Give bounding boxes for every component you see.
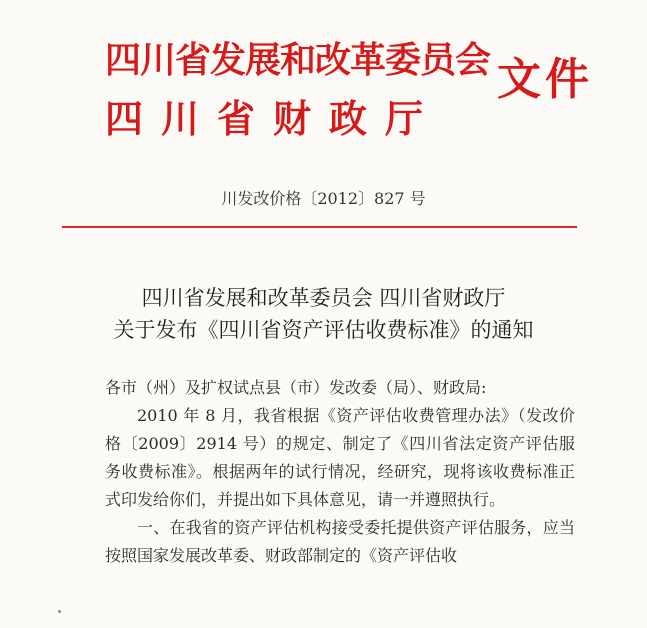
document-type-label: 文件 xyxy=(497,54,593,105)
document-number: 川发改价格〔2012〕827 号 xyxy=(221,189,426,208)
issuer-finance-department: 四川省财政厅 xyxy=(105,96,442,141)
scan-speck xyxy=(58,610,61,613)
title-line-1: 四川省发展和改革委员会 四川省财政厅 xyxy=(141,286,506,310)
addressee-line: 各市（州）及扩权试点县（市）发改委（局）、财政局: xyxy=(105,378,487,397)
title-line-2: 关于发布《四川省资产评估收费标准》的通知 xyxy=(113,318,534,342)
red-divider-line xyxy=(62,226,577,228)
document-body xyxy=(105,374,575,570)
issuer-development-reform-commission: 四川省发展和改革委员会 xyxy=(105,39,491,81)
document-title xyxy=(0,282,647,346)
body-paragraph-1: 2010 年 8 月，我省根据《资产评估收费管理办法》（发改价格〔2009〕2914 号）的规定、制定了《四川省法定资产评估服务收费标准》。根据两年的试行情况，经研究，现将该收费标准正式印发给你们，并提出如下具体意见，请一并遵照执行。 xyxy=(105,406,575,509)
body-paragraph-2: 一、在我省的资产评估机构接受委托提供资产评估服务，应当按照国家发展改革委、财政部制定的《资产评估收 xyxy=(105,518,575,565)
